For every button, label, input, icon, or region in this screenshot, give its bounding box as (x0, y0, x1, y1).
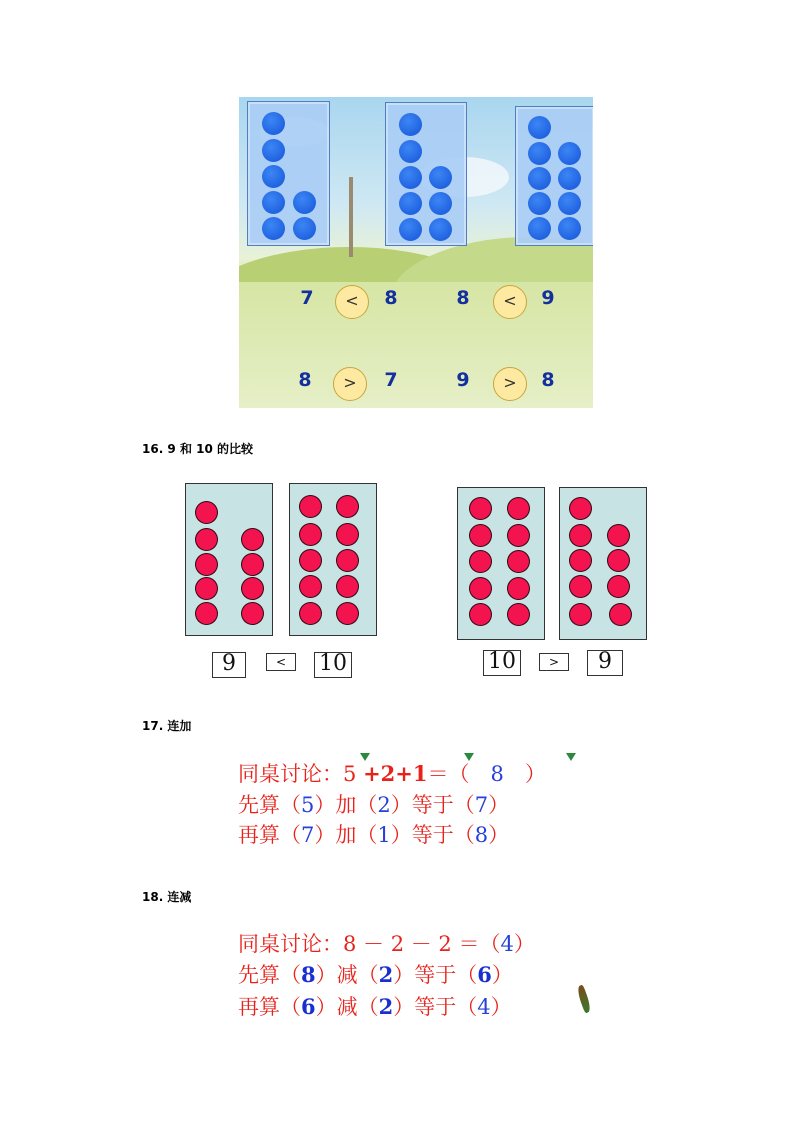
answer-value: 6 (301, 994, 316, 1019)
dot-card-10 (457, 487, 545, 640)
dot-card-8 (385, 102, 467, 246)
answer-value: 2 (378, 962, 394, 987)
pink-dot (610, 604, 631, 625)
text-mid: ）加（ (314, 823, 378, 847)
compare-right-number: 9 (541, 287, 555, 309)
section-heading-16: 16. 9 和 10 的比较 (142, 442, 254, 456)
text-mid: ）等于（ (390, 793, 475, 817)
blue-dot (399, 113, 422, 136)
blue-dot (399, 166, 422, 189)
compare-right-number: 8 (541, 369, 555, 391)
answer-value: 8 (474, 823, 489, 847)
pink-dot (570, 525, 591, 546)
number-comparison-illustration (239, 97, 593, 408)
blue-dot (558, 192, 581, 215)
section-heading-18: 18. 连减 (142, 890, 192, 904)
answer-value: 7 (301, 823, 315, 847)
text-mid: ）等于（ (393, 963, 478, 987)
compare-symbol: > (333, 367, 367, 401)
pink-dot (337, 496, 358, 517)
pink-dot (470, 525, 491, 546)
close-paren: ） (488, 823, 510, 847)
blue-dot (558, 217, 581, 240)
equals-paren: ＝（ (427, 762, 470, 786)
pink-dot (300, 550, 321, 571)
text-mid: ）等于（ (393, 995, 478, 1019)
answer-value: 8 (490, 762, 504, 786)
symbol-box: < (266, 653, 296, 671)
dot-card-9 (185, 483, 273, 636)
pink-dot (242, 578, 263, 599)
compare-left-number: 7 (300, 287, 314, 309)
blue-dot (528, 192, 551, 215)
pink-dot (470, 604, 491, 625)
pink-dot (196, 578, 217, 599)
answer-box: 10 (314, 652, 352, 678)
pink-dot (570, 576, 591, 597)
compare-right-number: 8 (384, 287, 398, 309)
dot-card-7 (247, 101, 330, 246)
pink-dot (508, 551, 529, 572)
discussion-label: 同桌讨论： (238, 762, 343, 786)
blue-dot (429, 218, 452, 241)
pink-dot (300, 496, 321, 517)
decoration-mark (566, 753, 576, 761)
compare-left-number: 8 (456, 287, 470, 309)
blue-dot (399, 140, 422, 163)
text-prefix: 先算（ (238, 963, 301, 987)
symbol-box: > (539, 653, 569, 671)
pink-dot (337, 550, 358, 571)
expression-first: 5 (343, 762, 357, 786)
pink-dot (508, 578, 529, 599)
windmill (349, 177, 353, 257)
equation-line-3 (238, 993, 512, 1021)
blue-dot (262, 112, 285, 135)
blue-dot (262, 217, 285, 240)
pink-dot (570, 498, 591, 519)
close-paren: ） (490, 995, 512, 1019)
compare-symbol: < (335, 285, 369, 319)
text-mid: ）等于（ (390, 823, 475, 847)
pink-dot (470, 551, 491, 572)
discussion-label: 同桌讨论： (238, 932, 343, 956)
answer-value: 4 (500, 932, 514, 956)
dot-card-10 (289, 483, 377, 636)
pink-dot (337, 524, 358, 545)
pink-dot (242, 529, 263, 550)
pink-dot (508, 604, 529, 625)
text-mid: ）减（ (315, 963, 379, 987)
close-paren: ） (513, 932, 535, 956)
equation-line-1 (238, 930, 535, 958)
close-paren: ） (491, 963, 513, 987)
blue-dot (528, 167, 551, 190)
compare-right-number: 7 (384, 369, 398, 391)
pink-dot (300, 603, 321, 624)
pink-dot (608, 576, 629, 597)
pink-dot (196, 603, 217, 624)
answer-value: 5 (301, 793, 315, 817)
compare-symbol: > (493, 367, 527, 401)
dot-card-9 (515, 106, 593, 246)
blue-dot (262, 191, 285, 214)
close-paren: ） (524, 762, 546, 786)
answer-box: 9 (212, 652, 246, 678)
pink-dot (470, 578, 491, 599)
blue-dot (558, 142, 581, 165)
compare-symbol: < (493, 285, 527, 319)
pink-dot (508, 498, 529, 519)
answer-value: 8 (301, 962, 316, 987)
answer-value: 2 (378, 994, 394, 1019)
answer-box: 9 (587, 650, 623, 676)
text-mid: ）减（ (315, 995, 379, 1019)
pink-dot (570, 550, 591, 571)
blue-dot (399, 218, 422, 241)
answer-value: 2 (377, 793, 391, 817)
pink-dot (608, 550, 629, 571)
pink-dot (242, 554, 263, 575)
answer-value: 4 (477, 995, 491, 1019)
expression-rest: +2+1 (363, 761, 428, 786)
answer-value: 6 (477, 962, 492, 987)
blue-dot (528, 116, 551, 139)
blue-dot (293, 191, 316, 214)
blue-dot (429, 166, 452, 189)
blue-dot (528, 142, 551, 165)
equation-line-3 (238, 821, 509, 849)
pink-dot (196, 529, 217, 550)
equation-line-2 (238, 961, 513, 989)
pink-dot (470, 498, 491, 519)
pink-dot (337, 576, 358, 597)
blue-dot (262, 139, 285, 162)
pink-dot (508, 525, 529, 546)
text-prefix: 再算（ (238, 823, 301, 847)
pink-dot (300, 524, 321, 545)
blue-dot (399, 192, 422, 215)
text-mid: ）加（ (314, 793, 378, 817)
blue-dot (293, 217, 316, 240)
dot-card-9 (559, 487, 647, 640)
pink-dot (570, 604, 591, 625)
pink-dot (242, 603, 263, 624)
pink-dot (337, 603, 358, 624)
answer-value: 7 (474, 793, 489, 817)
expression: 8 － 2 － 2 ＝（ (343, 932, 501, 956)
leaf-decoration (575, 984, 592, 1013)
pink-dot (300, 576, 321, 597)
compare-left-number: 9 (456, 369, 470, 391)
text-prefix: 先算（ (238, 793, 301, 817)
blue-dot (558, 167, 581, 190)
pink-dot (608, 525, 629, 546)
answer-value: 1 (377, 823, 391, 847)
text-prefix: 再算（ (238, 995, 301, 1019)
section-heading-17: 17. 连加 (142, 719, 192, 733)
equation-line-2 (238, 791, 509, 819)
compare-left-number: 8 (298, 369, 312, 391)
blue-dot (528, 217, 551, 240)
equation-line-1 (238, 760, 546, 788)
pink-dot (196, 502, 217, 523)
blue-dot (262, 165, 285, 188)
close-paren: ） (488, 793, 510, 817)
pink-dot (196, 554, 217, 575)
answer-box: 10 (483, 650, 521, 676)
blue-dot (429, 192, 452, 215)
